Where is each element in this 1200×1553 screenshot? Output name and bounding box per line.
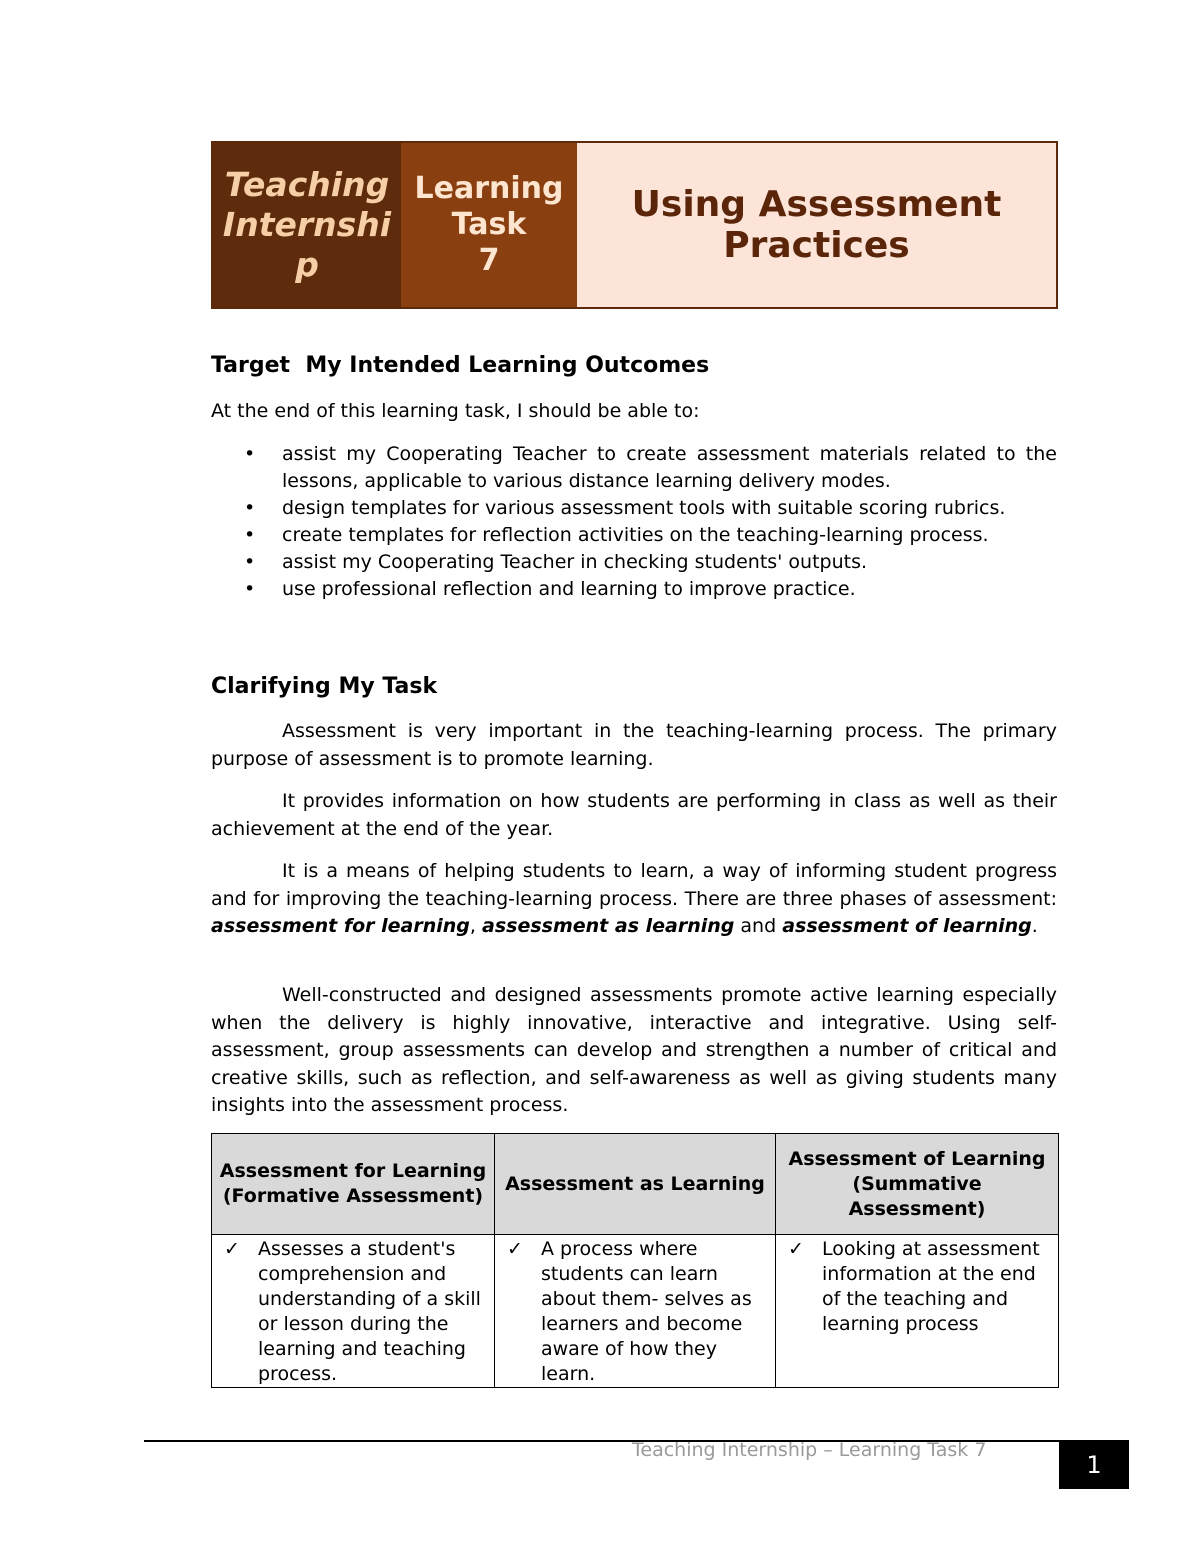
list-item-text: use professional reflection and learning to improve practice. <box>282 578 856 600</box>
paragraph-3-text: It is a means of helping students to learn, a way of informing student progress and for improving the teaching-learning process. There are three phases of assessment: <box>211 860 1057 910</box>
cell-text: Assesses a student's comprehension and understanding of a skill or lesson during the learning and teaching process. <box>258 1238 481 1385</box>
outcomes-heading: Target My Intended Learning Outcomes <box>211 353 710 378</box>
checkmark-icon: ✓ <box>788 1238 804 1260</box>
clarify-heading: Clarifying My Task <box>211 674 438 699</box>
phase-for-learning: assessment for learning <box>211 915 470 937</box>
table-header-row <box>212 1134 1059 1235</box>
list-item-text: design templates for various assessment tools with suitable scoring rubrics. <box>282 497 1006 519</box>
list-item <box>211 549 1057 576</box>
page-number: 1 <box>1059 1440 1129 1489</box>
bullet-icon: • <box>244 551 256 573</box>
phase-as-learning: assessment as learning <box>482 915 735 937</box>
assessment-table <box>211 1133 1059 1388</box>
list-item-text: assist my Cooperating Teacher to create assessment materials related to the lessons, applicable to various distance learning delivery modes. <box>282 443 1057 492</box>
paragraph-2: It provides information on how students are performing in class as well as their achievement at the end of the year. <box>211 790 1057 840</box>
cell-text: Looking at assessment information at the end of the teaching and learning process <box>822 1238 1040 1335</box>
footer-text: Teaching Internship – Learning Task 7 <box>632 1439 987 1461</box>
title-banner <box>211 141 1058 309</box>
list-item-text: assist my Cooperating Teacher in checking students' outputs. <box>282 551 868 573</box>
learning-task-line-2: Task <box>451 207 527 242</box>
phase-of-learning: assessment of learning <box>782 915 1032 937</box>
cell-text: A process where students can learn about them- selves as learners and become aware of how they learn. <box>541 1238 752 1385</box>
course-label: Teaching Internship <box>213 143 401 307</box>
bullet-icon: • <box>244 524 256 546</box>
list-item <box>211 441 1057 495</box>
checkmark-icon: ✓ <box>224 1238 240 1260</box>
learning-task-line-3: 7 <box>478 243 500 278</box>
list-item <box>211 576 1057 603</box>
page-title-line-1: Using Assessment <box>631 184 1002 225</box>
full-stop: . <box>1031 915 1038 937</box>
learning-task-label <box>401 143 577 307</box>
learning-task-line-1: Learning <box>414 171 564 206</box>
bullet-icon: • <box>244 578 256 600</box>
paragraph-3 <box>211 858 1057 941</box>
bullet-icon: • <box>244 497 256 519</box>
header-summative: Assessment of Learning (Summative Assessment) <box>776 1134 1059 1235</box>
table-cell <box>776 1235 1059 1388</box>
table-cell <box>495 1235 776 1388</box>
page-title <box>577 143 1056 307</box>
header-as-learning: Assessment as Learning <box>495 1134 776 1235</box>
list-item <box>211 522 1057 549</box>
separator: , <box>469 915 483 937</box>
page-title-line-2: Practices <box>723 225 910 266</box>
list-item <box>211 495 1057 522</box>
paragraph-4: Well-constructed and designed assessments promote active learning especially when the delivery is highly innovative, interactive and integrative. Using self-assessment, group assessments can develop and strengthen a number of critical and creative skills, such as reflection, and self-awareness as well as giving students many insights into the assessment process. <box>211 984 1057 1116</box>
bullet-icon: • <box>244 443 256 465</box>
list-item-text: create templates for reflection activities on the teaching-learning process. <box>282 524 989 546</box>
outcomes-list <box>211 441 1057 603</box>
header-formative: Assessment for Learning (Formative Assessment) <box>212 1134 495 1235</box>
table-row <box>212 1235 1059 1388</box>
outcomes-intro: At the end of this learning task, I should be able to: <box>211 400 700 422</box>
checkmark-icon: ✓ <box>507 1238 523 1260</box>
paragraph-1: Assessment is very important in the teaching-learning process. The primary purpose of assessment is to promote learning. <box>211 720 1057 770</box>
conjunction: and <box>734 915 783 937</box>
table-cell <box>212 1235 495 1388</box>
